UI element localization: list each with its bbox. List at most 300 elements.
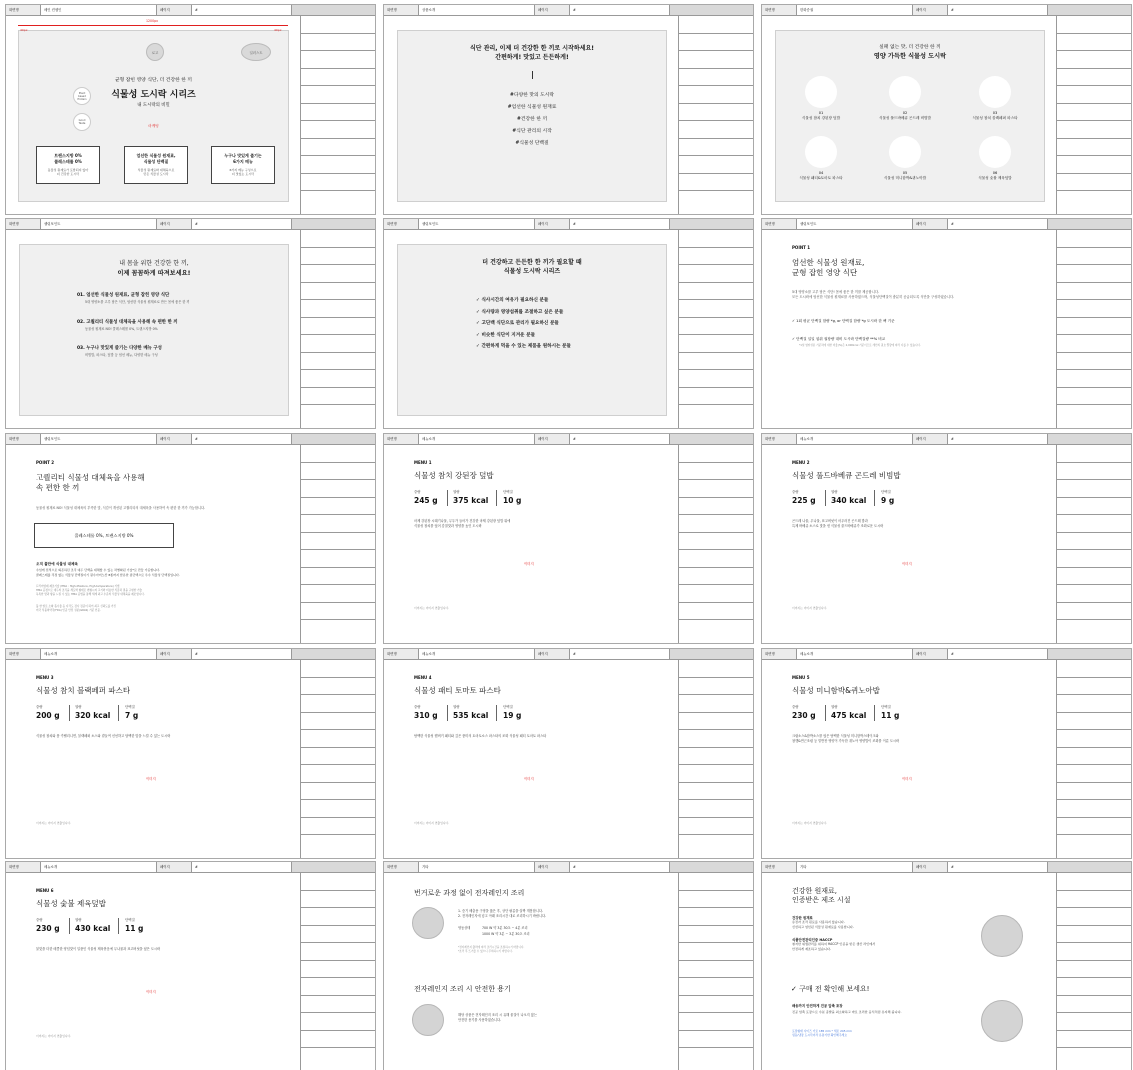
side-notes-column: [678, 873, 753, 1070]
lineup-title: 영양 가득한 식물성 도시락: [873, 53, 947, 60]
stat-value: 11 g: [881, 711, 900, 720]
point-check-2: ✓ 단백질 일일 섭취 권장량 대비 도시락 단백질량 **% 비교: [792, 337, 886, 341]
hashtag-3: #건강한 한 끼: [516, 117, 548, 122]
header-screen-name: 한화증권: [797, 5, 913, 15]
stat-protein: [125, 917, 143, 933]
header-screen-name: 메뉴소개: [419, 649, 535, 659]
header-notes: [1048, 219, 1131, 229]
header-screen-name: 셀링포인트: [419, 219, 535, 229]
header-notes: [670, 5, 753, 15]
header-screen-label: 화면명: [762, 5, 797, 15]
package-image-placeholder: [981, 1000, 1023, 1042]
wireframe-panel: [775, 30, 1045, 202]
image-placeholder-label: 이미지: [524, 777, 534, 781]
cooking-time-700w: 700 W 약 3분 30초 ~ 4분 조리: [482, 926, 528, 930]
packaging-heading: 배송까지 안전하게 진공 압축 포장: [792, 1004, 843, 1008]
stat-value: 225 g: [792, 496, 816, 505]
menu-image-5: [889, 136, 921, 168]
header-page-number: #: [192, 219, 292, 229]
menu-label: MENU 4: [414, 675, 432, 680]
header-notes: [1048, 649, 1131, 659]
wireframe-panel: [18, 30, 289, 202]
dimension-line: [18, 25, 288, 26]
stat-value: 375 kcal: [453, 496, 489, 505]
header-screen-name: 셀링포인트: [797, 219, 913, 229]
side-notes-column: [300, 873, 375, 1070]
header-notes: [292, 434, 375, 444]
menu-item-6: [955, 171, 1035, 180]
header-page-label: 페이지: [913, 219, 948, 229]
feature-box-text: 식물성 원재료와 대체육으로 만든 식물성 도시락: [137, 168, 175, 176]
header-screen-label: 화면명: [6, 649, 41, 659]
menu-description: 크림소스&함박소스를 얹은 탐백한 식물성 미니함박스테이크와 참깻&연근조림 등 밑반찬 영양이 가득한 퀴노아 영양밥이 조화를 이룬 도시락: [792, 734, 900, 743]
image-placeholder-label: 이미지: [524, 562, 534, 566]
feature-box-1: [36, 146, 100, 184]
menu-number: 04: [818, 171, 824, 175]
menu-description: 탐백한 식물성 햄버거 패티와 깊은 풍미의 토마토소스 파스타의 조화 식물성 패티 토마토 파스타: [414, 734, 547, 738]
header-notes: [1048, 862, 1131, 872]
header-page-number: #: [192, 649, 292, 659]
stat-calories: [453, 489, 488, 505]
package-size-note: 포장형태 사이즈 가로 185 mm * 세로 245 mm 냉동/냉장 도시락이라 유통기한 확인해주세요: [792, 1029, 852, 1038]
header-page-label: 페이지: [157, 434, 192, 444]
header-screen-label: 화면명: [6, 434, 41, 444]
header-screen-label: 화면명: [384, 862, 419, 872]
cooking-title: 번거로운 과정 없이 전자레인지 조리: [414, 889, 525, 897]
header-screen-name: 기타: [797, 862, 913, 872]
stat-label: 중량: [414, 490, 421, 494]
point-title: 엄선한 식물성 원재료, 균형 잡힌 영양 식단: [792, 258, 865, 278]
menu-description: 불맛을 더한 매콤한 양념맛이 일품인 식물성 제육볶음에 무나물과 표고버섯을 얹은 도시락: [36, 947, 161, 951]
menu-name: 식물성 미니함박&퀴노아밥: [883, 175, 927, 180]
feature-box-text: 동물성 원재료가 포함되지 않아 더 건강한 도시락: [47, 168, 89, 176]
header-page-number: #: [570, 649, 670, 659]
menu-footer-note: 이미지는 이미지 연출입니다.: [414, 606, 450, 610]
side-notes-column: [1056, 873, 1131, 1070]
dimension-left-margin: 40px: [20, 28, 28, 32]
point-description: 동물성 원재료 NO! 식물성 대체육의 부족한 맛, 식감이 개선된 고퀄리티의 대체육을 사용하여 속 편한 한 끼가 가능합니다.: [36, 506, 206, 510]
header-screen-label: 화면명: [762, 434, 797, 444]
container-image-placeholder: [412, 1004, 444, 1036]
point-title: 03. 누구나 맛있게 즐기는 다양한 메뉴 구성: [77, 346, 162, 351]
header-screen-name: 기타: [419, 862, 535, 872]
sheet-content: [6, 230, 300, 428]
menu-name: 식물성 참치 블랙페퍼 파스타: [972, 115, 1018, 120]
stat-label: 단백질: [125, 705, 135, 709]
sheet-point-2: [5, 433, 376, 644]
side-notes-column: [300, 230, 375, 428]
sheet-header: [762, 219, 1131, 230]
menu-description: 곤드레 나물, 무나물, 표고버섯이 어우러진 곤드레 밥과 특제 바베큐 소스로 맛을 낸 식물성 풀드바베큐가 조화로운 도시락: [792, 519, 884, 528]
menu-item-4: [781, 171, 861, 180]
sheet-header: [6, 434, 375, 445]
header-page-number: #: [948, 5, 1048, 15]
header-screen-label: 화면명: [384, 5, 419, 15]
point-description: 5대 영양소를 고루 담은 식단! 몸에 좋은 한 끼를 제공합니다. 모든 도시락에 엄선한 식물성 원재료를 사용하였으며, 식물성단백질이 충분히 공급되도록 식단을 구성하였습니다.: [792, 290, 955, 299]
stat-value: 340 kcal: [831, 496, 867, 505]
stat-label: 중량: [36, 705, 43, 709]
stat-label: 단백질: [881, 705, 891, 709]
sheet-product-intro: [383, 4, 754, 215]
sheet-content: [384, 660, 678, 858]
stat-value: 19 g: [503, 711, 522, 720]
image-placeholder-label: 이미지: [902, 777, 912, 781]
stat-label: 중량: [36, 918, 43, 922]
sheet-header: [6, 219, 375, 230]
point-text: 5대 영양소를 고루 담은 식단, 엄선한 식물성 원재료로 만든 몸에 좋은 한 끼: [85, 300, 190, 304]
stat-divider: [496, 490, 497, 506]
badge-good-taste: Good Taste: [73, 113, 91, 131]
stat-divider: [118, 705, 119, 721]
header-page-number: #: [570, 434, 670, 444]
sheet-content: [762, 445, 1056, 643]
sheet-content: [6, 16, 300, 214]
menu-item-2: [865, 111, 945, 120]
check-item-2: ✓ 식사량과 영양섭취를 조절하고 싶은 분들: [476, 309, 564, 315]
side-notes-column: [1056, 660, 1131, 858]
menu-number: 06: [992, 171, 998, 175]
menu-number: 03: [992, 111, 998, 115]
sheet-main-concept: [5, 4, 376, 215]
wireframe-panel: [19, 244, 289, 416]
header-screen-name: 메뉴소개: [419, 434, 535, 444]
hero-subtitle: 균형 잡힌 영양 식단, 더 건강한 한 끼: [114, 78, 193, 83]
stat-label: 열량: [831, 705, 838, 709]
sheet-content: [762, 16, 1056, 214]
point-2: [77, 319, 178, 331]
haccp-text: 철저한 위생관리를 위하여 HACCP 인증을 받은 생산 라인에서 안전하게 제조하고 있습니다.: [792, 942, 876, 951]
sheet-menu-3: [5, 648, 376, 859]
image-placeholder-label: 이미지: [902, 562, 912, 566]
stat-label: 열량: [75, 918, 82, 922]
stat-label: 중량: [414, 705, 421, 709]
header-screen-label: 화면명: [384, 219, 419, 229]
menu-title: 식물성 패티 토마토 파스타: [414, 686, 501, 695]
point-label: POINT 1: [792, 245, 811, 250]
sheet-content: [6, 873, 300, 1070]
header-screen-name: 메뉴소개: [797, 434, 913, 444]
sheet-header: [6, 862, 375, 873]
header-page-label: 페이지: [535, 5, 570, 15]
sheet-header: [384, 434, 753, 445]
container-title: 전자레인지 조리 시 안전한 용기: [414, 985, 511, 993]
side-notes-column: [678, 445, 753, 643]
cooking-notes: *전자레인지 출력에 따라 조리시간을 조절하시기 바랍니다. *조리 후 뜨거울 수 있으니 주의하시기 바랍니다.: [458, 946, 525, 953]
header-page-number: #: [192, 5, 292, 15]
sub-heading: 오직 풀만에 식물성 대체육: [36, 562, 78, 566]
sheet-header: [6, 649, 375, 660]
header-page-number: #: [570, 219, 670, 229]
stat-label: 중량: [792, 705, 799, 709]
ingredient-heading: 건강한 원재료: [792, 916, 813, 920]
header-page-label: 페이지: [157, 5, 192, 15]
header-screen-label: 화면명: [6, 219, 41, 229]
sheet-menu-5: [761, 648, 1132, 859]
sheet-header: [384, 5, 753, 16]
stat-value: 310 g: [414, 711, 438, 720]
menu-footer-note: 이미지는 이미지 연출입니다.: [792, 606, 828, 610]
menu-description: 식물성 참치와 풍 카벨리니면, 블랙페퍼 소스와 곁들여 신선하고 담백한 맛을 느낄 수 있는 도시락: [36, 734, 171, 738]
sheet-menu-1: [383, 433, 754, 644]
header-page-number: #: [570, 5, 670, 15]
sheet-point-1: [761, 218, 1132, 429]
stat-label: 단백질: [881, 490, 891, 494]
header-screen-name: 메인 컨셉인: [41, 5, 157, 15]
stat-divider: [874, 705, 875, 721]
point-3: [77, 345, 162, 357]
menu-description: 마제 강된장 시래기나물, 무우가 들어가 건강한 마제 강된장 덮밥 위에 식물성 참치를 얹어 감칠맛과 영양을 높인 도시락: [414, 519, 511, 528]
side-notes-column: [300, 660, 375, 858]
header-screen-name: 메뉴소개: [41, 862, 157, 872]
point-label: POINT 2: [36, 460, 55, 465]
sheet-selling-overview: [5, 218, 376, 429]
sheet-facility: [761, 861, 1132, 1070]
stat-calories: [75, 917, 110, 933]
packaging-text: 진공 압축 포장으로 수분 증발을 최소화하고 바로 조리한 음식처럼 유지해 줍니다.: [792, 1010, 902, 1014]
stat-label: 단백질: [503, 705, 513, 709]
stat-calories: [831, 489, 866, 505]
header-screen-name: 메뉴소개: [41, 649, 157, 659]
menu-footer-note: 이미지는 이미지 연출입니다.: [414, 821, 450, 825]
stat-value: 200 g: [36, 711, 60, 720]
menu-label: MENU 2: [792, 460, 810, 465]
hashtag-2: #엄선한 식물성 원재료: [507, 105, 557, 110]
feature-box-2: [124, 146, 188, 184]
stat-value: 10 g: [503, 496, 522, 505]
menu-number: 05: [902, 171, 908, 175]
lineup-subtitle: 실패 없는 맛, 더 건강한 한 끼: [879, 45, 941, 50]
checklist: [476, 297, 571, 355]
stat-weight: [36, 917, 60, 933]
header-page-label: 페이지: [913, 862, 948, 872]
header-page-number: #: [192, 434, 292, 444]
point-title: 고퀄리티 식물성 대체육을 사용해 속 편한 한 끼: [36, 473, 145, 493]
sheet-content: [6, 660, 300, 858]
header-page-label: 페이지: [535, 219, 570, 229]
facility-image-placeholder: [981, 915, 1023, 957]
header-page-number: #: [948, 649, 1048, 659]
header-page-number: #: [948, 862, 1048, 872]
stat-divider: [874, 490, 875, 506]
check-item-3: ✓ 고단백 식단으로 관리가 필요하신 분들: [476, 321, 559, 326]
ingredient-text: 유전자 조작 원료를 사용하지 않습니다. 신선하고 엄선된 식물성 원재료를 사용합니다.: [792, 920, 854, 929]
container-text: 해당 상품은 전자레인지 조리 시 유해 물질이 나오지 않는 안전한 용기를 사용하였습니다.: [458, 1013, 537, 1023]
menu-image-1: [805, 76, 837, 108]
header-page-label: 페이지: [535, 862, 570, 872]
menu-image-4: [805, 136, 837, 168]
badge-plant-protein: Plant based Protein: [73, 87, 91, 105]
side-notes-column: [678, 230, 753, 428]
header-page-label: 페이지: [535, 434, 570, 444]
header-page-label: 페이지: [913, 649, 948, 659]
stat-calories: [75, 704, 110, 720]
point-title: 02. 고퀄리티 식물성 대체육을 사용해 속 편한 한 끼: [77, 320, 178, 325]
intro-headline: 식단 관리, 이제 더 건강한 한 끼로 시작하세요! 간편하게! 맛있고 든든하게!: [470, 45, 594, 61]
technology-note: 프리미엄제 제조기술 (HMA : High-Moisture, High-temperature) 기법 HMA 공정으로 대두의 조직을 세포벽 형태로 변형시켜 고기와 비슷한 식감과 결을 구현한 기술 독특한 맛과 향을 느낄 수 있는 HMA 공법을 통해 세계 최고 수준의 식물성 대체육을 제조합니다.: [36, 585, 145, 596]
menu-image-6: [979, 136, 1011, 168]
menu-item-1: [781, 111, 861, 120]
point-text: 동물성 원재료 NO! 콜레스테롤 0%, 트랜스지방 0%: [85, 327, 158, 331]
stat-value: 11 g: [125, 924, 144, 933]
check-item-5: ✓ 간편하게 먹을 수 있는 제품을 원하시는 분들: [476, 344, 571, 349]
menu-label: MENU 1: [414, 460, 432, 465]
stat-weight: [36, 704, 60, 720]
menu-title: 식물성 참치 블랙페퍼 파스타: [36, 686, 131, 695]
stat-label: 열량: [831, 490, 838, 494]
side-notes-column: [678, 660, 753, 858]
illustration-placeholder: 일러스트: [241, 43, 271, 61]
marketing-note: 마케팅: [148, 124, 159, 128]
sheet-header: [762, 5, 1131, 16]
menu-number: 02: [902, 111, 908, 115]
stat-label: 단백질: [125, 918, 135, 922]
sheet-content: [762, 660, 1056, 858]
feature-box-title: 누구나 맛있게 즐기는 6가지 메뉴: [224, 153, 262, 164]
point-1: [77, 292, 190, 304]
target-title: 더 건강하고 든든한 한 끼가 필요할 때 식물성 도시락 시리즈: [482, 259, 582, 275]
sheet-content: [384, 873, 678, 1070]
stat-value: 7 g: [125, 711, 139, 720]
header-page-label: 페이지: [157, 649, 192, 659]
stat-divider: [825, 490, 826, 506]
header-page-label: 페이지: [913, 434, 948, 444]
stat-weight: [792, 489, 816, 505]
dimension-width-label: 1200px: [146, 19, 159, 23]
hero-tagline: 내 도시락의 비밀: [137, 103, 170, 108]
cooking-state-label: 냉동상태: [458, 926, 471, 930]
header-screen-label: 화면명: [384, 434, 419, 444]
haccp-heading: 식품안전관리인증 HACCP: [792, 938, 833, 942]
side-notes-column: [678, 16, 753, 214]
menu-image-2: [889, 76, 921, 108]
feature-box-text: 6가지 메뉴 구성으로 더 맛있는 도시락: [229, 168, 257, 176]
wireframe-panel: [397, 30, 667, 202]
header-notes: [670, 219, 753, 229]
side-notes-column: [1056, 16, 1131, 214]
menu-footer-note: 이미지는 이미지 연출입니다.: [36, 1034, 72, 1038]
certification-note: 풀 한 알로 소화 흡수율 등 다각도 검사 검증이 되어 최고 신뢰도를 가진 미국 식품의약국(FDA) 인증 안전 성분(GRAS) 기준 인증.: [36, 605, 117, 612]
point-text: 비빔밥, 파스타, 덮밥 등 엄선 메뉴, 다양한 메뉴 구성: [85, 353, 158, 357]
feature-box-3: [211, 146, 275, 184]
stat-label: 열량: [75, 705, 82, 709]
image-placeholder-label: 이미지: [146, 990, 156, 994]
menu-label: MENU 5: [792, 675, 810, 680]
stat-divider: [69, 918, 70, 934]
stat-weight: [792, 704, 816, 720]
sheet-header: [384, 649, 753, 660]
facility-title: 건강한 원재료, 인증받은 제조 시설: [792, 887, 851, 905]
menu-item-5: [865, 171, 945, 180]
stat-protein: [881, 489, 894, 505]
check-item-4: ✓ 비슷한 식단이 지겨운 분들: [476, 332, 536, 338]
header-page-number: #: [948, 219, 1048, 229]
sheet-menu-4: [383, 648, 754, 859]
header-screen-name: 메뉴소개: [797, 649, 913, 659]
logo-placeholder: 로고: [146, 43, 164, 61]
header-notes: [670, 434, 753, 444]
stat-calories: [453, 704, 488, 720]
stat-label: 열량: [453, 705, 460, 709]
header-notes: [292, 862, 375, 872]
header-notes: [292, 219, 375, 229]
header-screen-name: 셀링포인트: [41, 434, 157, 444]
hashtag-1: #다양한 맛의 도시락: [509, 93, 555, 98]
stat-protein: [503, 489, 521, 505]
stat-value: 475 kcal: [831, 711, 867, 720]
sheet-header: [762, 649, 1131, 660]
sheet-header: [384, 219, 753, 230]
stat-calories: [831, 704, 866, 720]
sheet-content: [384, 230, 678, 428]
header-screen-label: 화면명: [6, 5, 41, 15]
sheet-content: [384, 16, 678, 214]
sheet-microwave-guide: [383, 861, 754, 1070]
point-title: 01. 엄선한 식물성 원재료, 균형 잡힌 영양 식단: [77, 293, 170, 298]
sheet-content: [6, 445, 300, 643]
header-notes: [670, 649, 753, 659]
header-notes: [670, 862, 753, 872]
header-page-label: 페이지: [157, 862, 192, 872]
side-notes-column: [1056, 445, 1131, 643]
stat-value: 535 kcal: [453, 711, 489, 720]
hashtag-4: #식단 관리의 시작: [512, 129, 552, 134]
menu-image-3: [979, 76, 1011, 108]
sheet-content: [762, 873, 1056, 1070]
side-notes-column: [300, 16, 375, 214]
menu-label: MENU 6: [36, 888, 54, 893]
stat-weight: [414, 704, 438, 720]
header-screen-label: 화면명: [762, 219, 797, 229]
cooking-time-1000w: 1000 W 약 3분 ~ 3분 30초 조리: [482, 932, 530, 936]
menu-title: 식물성 숯불 제육덮밥: [36, 899, 106, 908]
cooking-steps: 1. 증기 배출용 구멍을 뚫은 후, 상단 필름을 살짝 개봉합니다. 2. 전자레인지에 넣고 아래 조리시간 대로 조리하시기 바랍니다.: [458, 909, 547, 919]
stat-value: 320 kcal: [75, 711, 111, 720]
header-screen-label: 화면명: [6, 862, 41, 872]
stat-divider: [118, 918, 119, 934]
stat-divider: [825, 705, 826, 721]
stat-divider: [69, 705, 70, 721]
overview-subtitle: 내 몸을 위한 건강한 한 끼,: [119, 260, 189, 267]
stat-protein: [503, 704, 521, 720]
stat-value: 230 g: [36, 924, 60, 933]
dimension-right-margin: 40px: [274, 28, 282, 32]
header-screen-label: 화면명: [384, 649, 419, 659]
header-page-label: 페이지: [913, 5, 948, 15]
menu-item-3: [955, 111, 1035, 120]
cooking-image-placeholder: [412, 907, 444, 939]
header-notes: [1048, 434, 1131, 444]
sheet-content: [384, 445, 678, 643]
header-page-label: 페이지: [535, 649, 570, 659]
stat-divider: [447, 705, 448, 721]
header-notes: [1048, 5, 1131, 15]
stat-value: 230 g: [792, 711, 816, 720]
menu-footer-note: 이미지는 이미지 연출입니다.: [36, 821, 72, 825]
header-notes: [292, 649, 375, 659]
sheet-target-customers: [383, 218, 754, 429]
point-check-1: ✓ 1회 평균 단백질 함량 *g, or 단백질 함량 *g 도시락 한 팩 기준: [792, 319, 895, 323]
image-placeholder-label: 이미지: [146, 777, 156, 781]
stat-value: 245 g: [414, 496, 438, 505]
overview-title: 이제 꼼꼼하게 따져보세요!: [117, 270, 191, 277]
sheet-menu-2: [761, 433, 1132, 644]
header-screen-label: 화면명: [762, 649, 797, 659]
menu-name: 식물성 숯불 제육덮밥: [978, 175, 1012, 180]
stat-divider: [447, 490, 448, 506]
menu-title: 식물성 미니함박&퀴노아밥: [792, 686, 880, 695]
sub-description: 수입에 전적으로 의존하던 조직 대두 단백을 대체할 수 있는 차별화된 기술*로 만들 가공합니다. 콜레스테롤 걱정 없는 식물성 단백질이기 필수아미노산 8종까지 함유한 콩단백으로 우수 식물성 단백질입니다.: [36, 568, 180, 577]
stat-label: 단백질: [503, 490, 513, 494]
